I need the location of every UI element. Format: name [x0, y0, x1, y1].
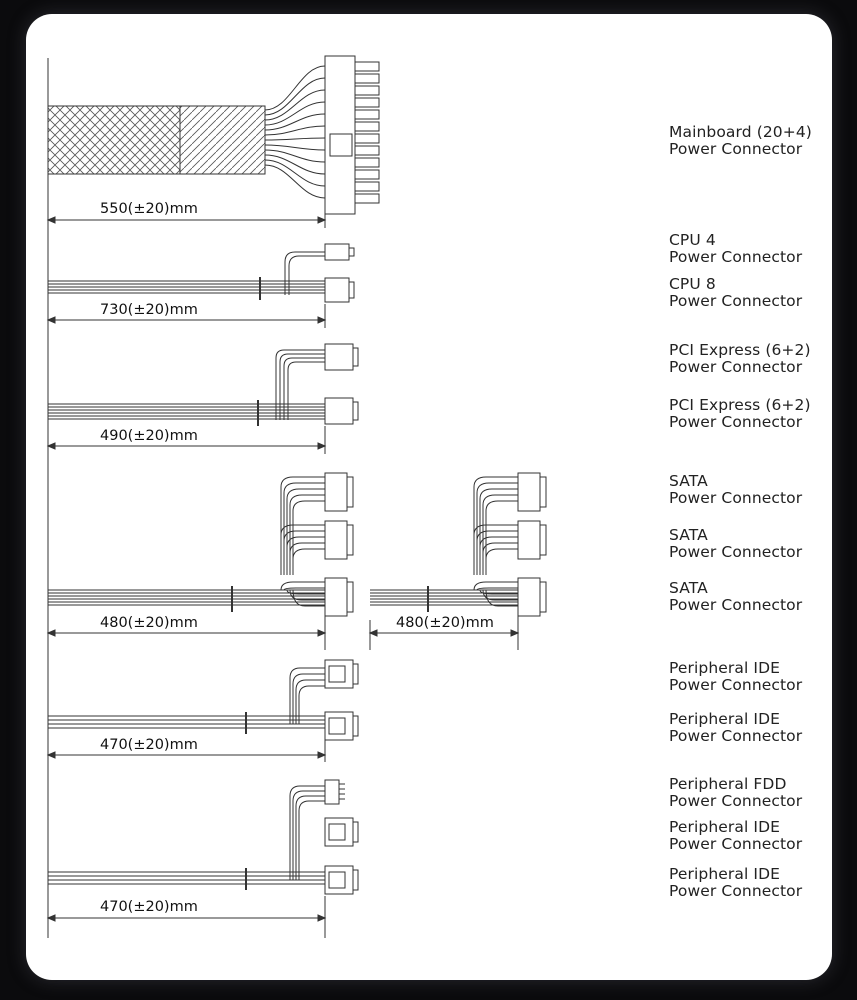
connector-pcie-2	[325, 398, 353, 424]
label-fdd-ide-2: Peripheral IDE Power Connector	[669, 865, 803, 900]
label-sata-3: SATA Power Connector	[669, 579, 803, 614]
label-fdd: Peripheral FDD Power Connector	[669, 775, 803, 810]
dimension-cpu: 730(±20)mm	[100, 302, 198, 318]
label-sata-1: SATA Power Connector	[669, 472, 803, 507]
label-mainboard: Mainboard (20+4) Power Connector	[669, 123, 812, 158]
sleeve-mesh	[48, 106, 180, 174]
ide-cable	[48, 660, 358, 762]
connector-sata	[325, 578, 347, 616]
connector-pcie-1	[325, 344, 353, 370]
label-ide-2: Peripheral IDE Power Connector	[669, 710, 803, 745]
label-pcie-2: PCI Express (6+2) Power Connector	[669, 396, 811, 431]
dimension-mainboard: 550(±20)mm	[100, 201, 198, 217]
label-sata-2: SATA Power Connector	[669, 526, 803, 561]
connector-cpu4	[325, 244, 349, 260]
mainboard-cable	[48, 56, 379, 228]
sata-cable-1	[48, 473, 353, 650]
cpu-cable	[48, 244, 354, 328]
label-cpu4: CPU 4 Power Connector	[669, 231, 803, 266]
label-cpu8: CPU 8 Power Connector	[669, 275, 803, 310]
connector-sata	[518, 521, 540, 559]
label-fdd-ide-1: Peripheral IDE Power Connector	[669, 818, 803, 853]
dimension-fdd: 470(±20)mm	[100, 899, 198, 915]
connector-cpu8	[325, 278, 349, 302]
dimension-pcie: 490(±20)mm	[100, 428, 198, 444]
connector-sata	[325, 521, 347, 559]
connector-sata	[518, 578, 540, 616]
connector-latch	[330, 134, 352, 156]
label-ide-1: Peripheral IDE Power Connector	[669, 659, 803, 694]
pcie-cable	[48, 344, 358, 454]
connector-sata	[518, 473, 540, 511]
dimension-sata: 480(±20)mm	[100, 615, 198, 631]
dimension-sata-2: 480(±20)mm	[396, 615, 494, 631]
dimension-ide: 470(±20)mm	[100, 737, 198, 753]
connector-sata	[325, 473, 347, 511]
connector-fdd	[325, 780, 339, 804]
label-pcie-1: PCI Express (6+2) Power Connector	[669, 341, 811, 376]
sleeve-heatshrink	[180, 106, 265, 174]
fdd-cable	[48, 780, 358, 938]
